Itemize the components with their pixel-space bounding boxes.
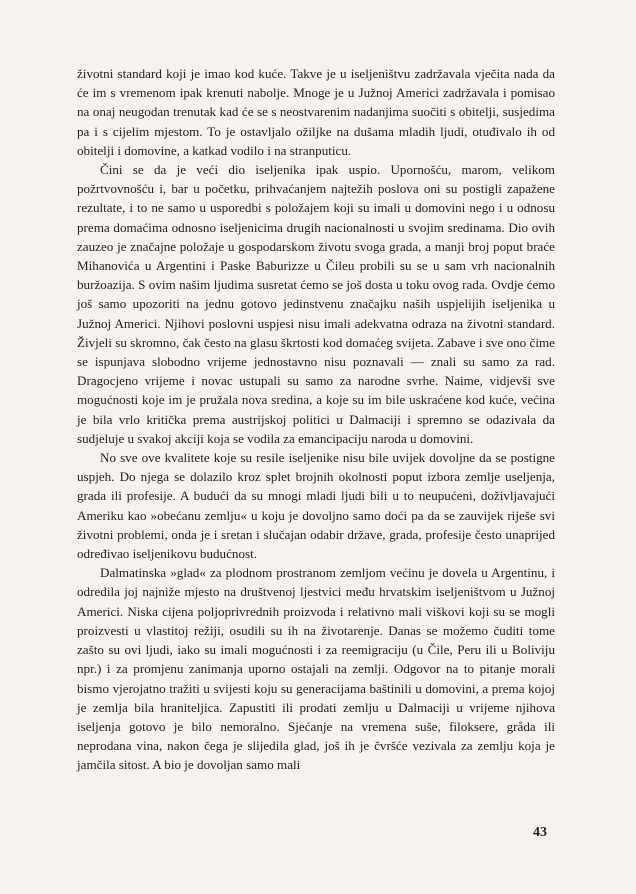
page-text xyxy=(77,64,555,775)
paragraph-1: životni standard koji je imao kod kuće. Takve je u iseljeništvu zadržavala vječita nada da će im s vremenom ipak krenuti nabolje. Mnoge je u Južnoj Americi zadržavala i pomisao na onaj neugodan trenutak kad će se s neostvarenim nadanjima suočiti s obitelji, susjedima pa i s cijelim mjestom. To je ostavljalo ožiljke na dušama mladih ljudi, otuđivalo ih od obitelji i domovine, a katkad vodilo i na stranputicu. xyxy=(77,66,555,158)
paragraph-4: Dalmatinska »glad« za plodnom prostranom zemljom većinu je dovela u Argentinu, i odredila joj najniže mjesto na društvenoj ljestvici među hrvatskim iseljeništvom u Južnoj Americi. Niska cijena poljoprivrednih proizvoda i relativno mali viškovi koji su se mogli proizvesti u vlastitoj režiji, osudili su ih na životarenje. Danas se možemo čuditi tome zašto su ovi ljudi, iako su imali mogućnosti i za reemigraciju (u Čile, Peru ili u Boliviju npr.) i za promjenu zanimanja uporno ostajali na zemlji. Odgovor na to pitanje morali bismo vjerojatno tražiti u svijesti koju su generacijama baštinili u domovini, a prema kojoj je zemlja bila hraniteljica. Zapustiti ili prodati zemlju u Dalmaciji u vrijeme njihova iseljenja gotovo je bilo nemoralno. Sjećanje na vremena suše, filoksere, gråda ili neprodana vina, nakon čega je slijedila glad, još ih je čvršće vezivala za zemlju koja je jamčila sitost. A bio je dovoljan samo mali xyxy=(77,565,555,773)
page-number: 43 xyxy=(533,825,547,840)
paragraph-2: Čini se da je veći dio iseljenika ipak uspio. Upornošću, marom, velikom požrtvovnošću i, bar u početku, prihvaćanjem najtežih poslova oni su postigli zapažene rezultate, i to ne samo u usporedbi s položajem koji su imali u domovini nego i u odnosu prema domaćima odnosno iseljenicima drugih nacionalnosti u svojim sredinama. Dio ovih zauzeo je značajne položaje u gospodarskom životu svoga grada, a manji broj poput braće Mihanovića u Argentini i Paske Baburizze u Čileu probili su se u sam vrh nacionalnih buržoazija. S ovim našim ljudima susretat ćemo se još dosta u toku ovog rada. Ovdje ćemo još samo upozoriti na jednu gotovo jedinstvenu značajku naših uspjelijih iseljenika u Južnoj Americi. Njihovi poslovni uspjesi nisu imali adekvatna odraza na životni standard. Živjeli su skromno, čak često na glasu škrtosti kod domaćeg svijeta. Zabave i sve ono čime se ispunjava slobodno vrijeme jednostavno nisu poznavali — znali su samo za rad. Dragocjeno vrijeme i novac ustupali su samo za narodne svrhe. Naime, vidjevši sve mogućnosti koje im je pružala nova sredina, a koje su im bile uskraćene kod kuće, većina je bila vrlo kritička prema austrijskoj politici u Dalmaciji i spremno se odazivala da sudjeluje u svakoj akciji koja se vodila za emancipaciju naroda u domovini. xyxy=(77,162,555,446)
paragraph-3: No sve ove kvalitete koje su resile iseljenike nisu bile uvijek dovoljne da se postigne uspjeh. Do njega se dolazilo kroz splet brojnih okolnosti poput izbora zemlje useljenja, grada ili profesije. A budući da su mnogi mladi ljudi bili u to neupućeni, doživljavajući Ameriku kao »obećanu zemlju« u koju je dovoljno samo doći pa da se zauvijek riješe svi životni problemi, onda je i sretan i slučajan odabir države, grada, profesije često unaprijed određivao iseljenikovu budućnost. xyxy=(77,450,555,562)
